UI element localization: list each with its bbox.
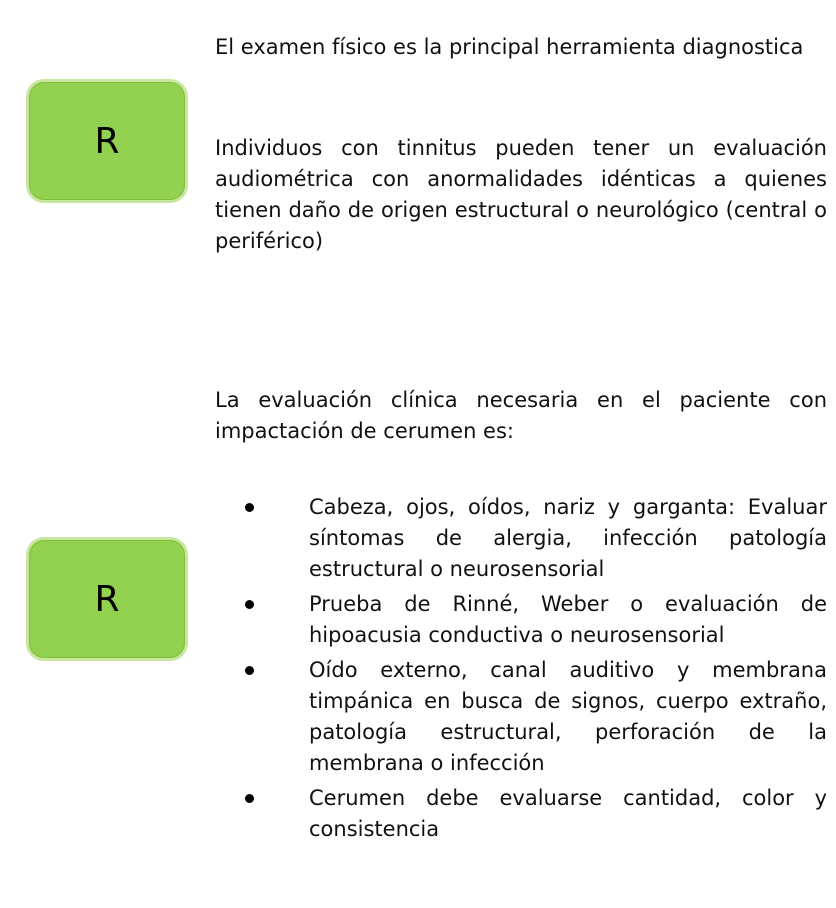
list-item-text: Oído externo, canal auditivo y membrana timpánica en busca de signos, cuerpo extraño, patología estructural, perforación de la membrana o infección <box>309 658 827 775</box>
list-item <box>245 492 827 585</box>
bullet-dot-icon <box>245 600 254 609</box>
evaluation-list <box>245 492 827 849</box>
recommendation-badge-1 <box>26 79 188 203</box>
list-item <box>245 655 827 779</box>
list-item-text: Cabeza, ojos, oídos, nariz y garganta: Evaluar síntomas de alergia, infección patología estructural o neurosensorial <box>309 495 827 581</box>
recommendation-badge-2 <box>26 537 188 661</box>
section1-paragraph-2: Individuos con tinnitus pueden tener un evaluación audiométrica con anormalidades idénticas a quienes tienen daño de origen estructural o neurológico (central o periférico) <box>215 136 827 253</box>
bullet-dot-icon <box>245 503 254 512</box>
list-item-text: Cerumen debe evaluarse cantidad, color y consistencia <box>309 786 827 841</box>
list-item-text: Prueba de Rinné, Weber o evaluación de hipoacusia conductiva o neurosensorial <box>309 592 827 647</box>
list-item <box>245 589 827 651</box>
bullet-dot-icon <box>245 794 254 803</box>
badge-letter: R <box>94 120 120 162</box>
section2-intro: La evaluación clínica necesaria en el paciente con impactación de cerumen es: <box>215 388 827 443</box>
list-item <box>245 783 827 845</box>
badge-letter: R <box>94 578 120 620</box>
bullet-dot-icon <box>245 666 254 675</box>
section1-paragraph-1: El examen físico es la principal herramienta diagnostica <box>215 35 804 59</box>
